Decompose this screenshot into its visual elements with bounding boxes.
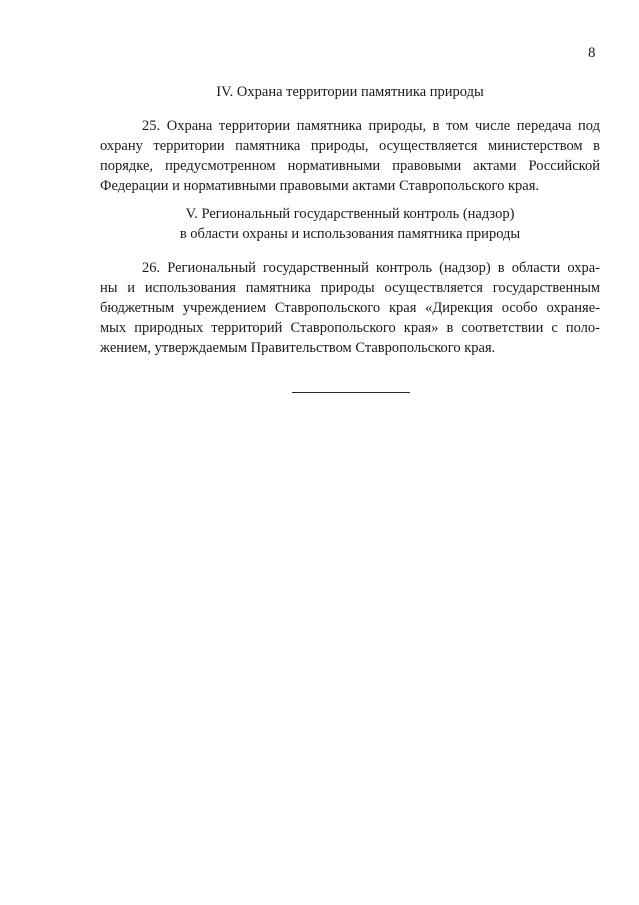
paragraph-26 <box>100 258 600 358</box>
section-heading-v <box>90 204 610 244</box>
paragraph-line: 26. Региональный государственный контроль (надзор) в области охра- <box>142 260 600 276</box>
section-heading-line: IV. Охрана территории памятника природы <box>216 84 484 100</box>
section-heading-iv <box>90 82 610 102</box>
section-heading-line: V. Региональный государственный контроль (надзор) <box>185 206 515 222</box>
paragraph-line: Федерации и нормативными правовыми актами Ставропольского края. <box>100 178 539 194</box>
paragraph-line: 25. Охрана территории памятника природы, в том числе передача под <box>142 118 600 134</box>
paragraph-25 <box>100 116 600 196</box>
paragraph-line: бюджетным учреждением Ставропольского края «Дирекция особо охраняе- <box>100 300 600 316</box>
end-separator-line <box>292 392 410 393</box>
paragraph-line: порядке, предусмотренном нормативными правовыми актами Российской <box>100 158 600 174</box>
paragraph-line: жением, утверждаемым Правительством Ставропольского края. <box>100 340 496 356</box>
section-heading-line: в области охраны и использования памятника природы <box>179 226 521 242</box>
paragraph-line: мых природных территорий Ставропольского края» в соответствии с поло- <box>100 320 600 336</box>
paragraph-line: охрану территории памятника природы, осуществляется министерством в <box>100 138 600 154</box>
paragraph-line: ны и использования памятника природы осуществляется государственным <box>100 280 600 296</box>
page-number: 8 <box>588 45 596 61</box>
